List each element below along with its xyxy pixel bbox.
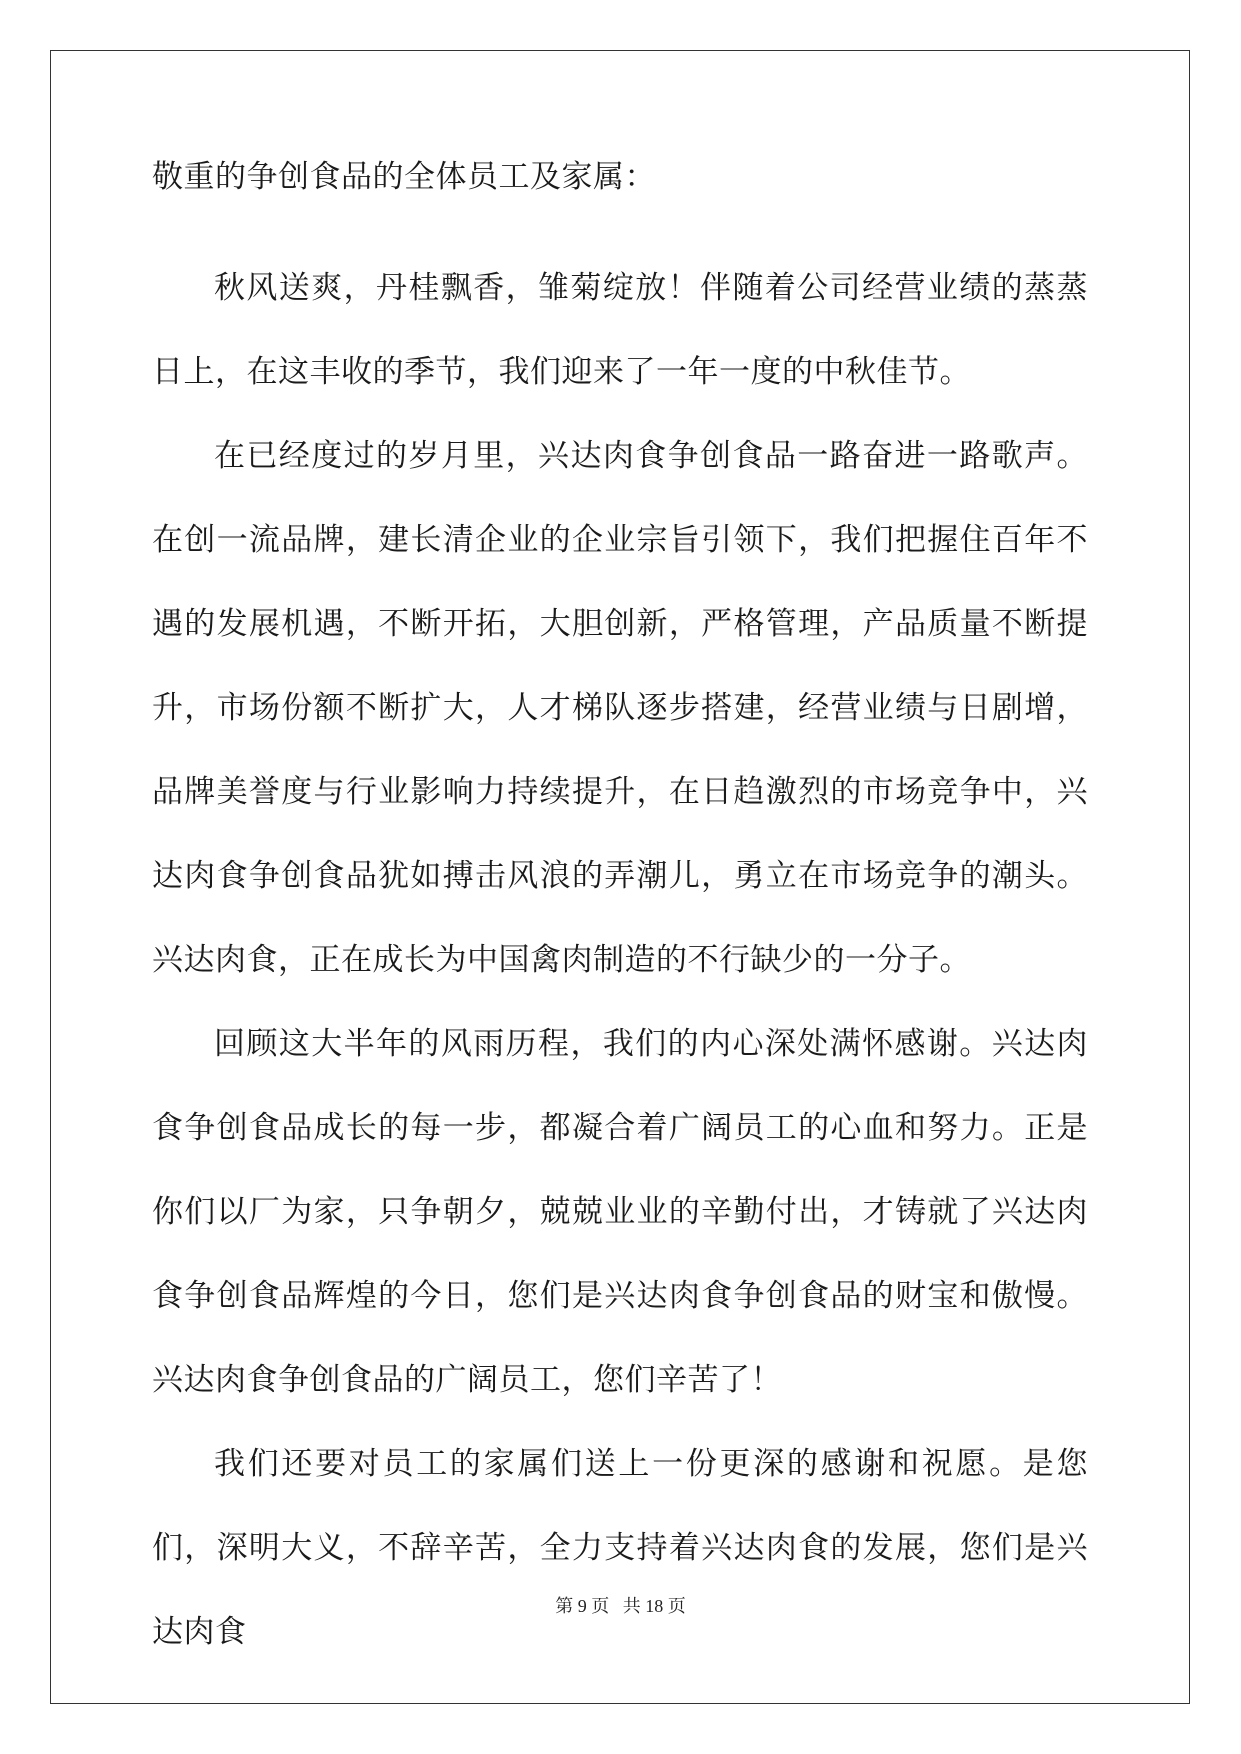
page-total: 共 18 页 xyxy=(622,1596,686,1616)
page-footer xyxy=(0,1592,1241,1618)
paragraph-4: 我们还要对员工的家属们送上一份更深的感谢和祝愿。是您们，深明大义，不辞辛苦，全力支持着兴达肉食的发展，您们是兴达肉食 xyxy=(152,1446,1088,1650)
paragraph-3: 回顾这大半年的风雨历程，我们的内心深处满怀感谢。兴达肉食争创食品成长的每一步，都凝合着广阔员工的心血和努力。正是你们以厂为家，只争朝夕，兢兢业业的辛勤付出，才铸就了兴达肉食争创食品辉煌的今日，您们是兴达肉食争创食品的财宝和傲慢。兴达肉食争创食品的广阔员工，您们辛苦了！ xyxy=(152,1026,1088,1398)
page-number: 第 9 页 xyxy=(555,1596,610,1616)
salutation: 敬重的争创食品的全体员工及家属： xyxy=(152,159,656,195)
document-body xyxy=(152,159,1088,1674)
paragraph-1: 秋风送爽，丹桂飘香，雏菊绽放！伴随着公司经营业绩的蒸蒸日上，在这丰收的季节，我们迎来了一年一度的中秋佳节。 xyxy=(152,270,1088,390)
paragraph-2: 在已经度过的岁月里，兴达肉食争创食品一路奋进一路歌声。在创一流品牌，建长清企业的企业宗旨引领下，我们把握住百年不遇的发展机遇，不断开拓，大胆创新，严格管理，产品质量不断提升，市场份额不断扩大，人才梯队逐步搭建，经营业绩与日剧增，品牌美誉度与行业影响力持续提升，在日趋激烈的市场竞争中，兴达肉食争创食品犹如搏击风浪的弄潮儿，勇立在市场竞争的潮头。兴达肉食，正在成长为中国禽肉制造的不行缺少的一分子。 xyxy=(152,438,1088,978)
